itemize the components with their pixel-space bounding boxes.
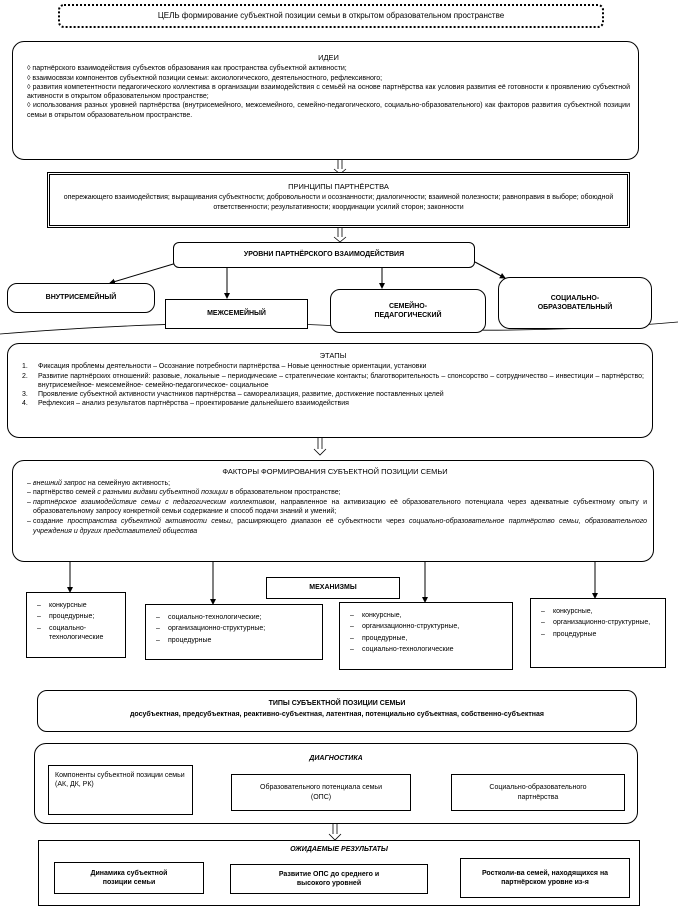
diagnostic-item-3 [451, 774, 625, 811]
result-label: Динамика субъектной позиции семьи [90, 869, 168, 886]
mechanism-item: – конкурсные, [346, 611, 508, 620]
factor-italic: партнёрское взаимодействие семьи с педагогическим коллективом [33, 498, 275, 506]
stage-number: 1. [22, 363, 28, 371]
double-arrow-4 [329, 824, 341, 840]
level-family-pedagogical [330, 289, 486, 333]
factor-text: , направленное на активизацию её образовательного потенциала через адекватные субъектному опыту и образовательному запросу конкретной семьи содержание и способ подачи знаний и умений; [33, 498, 647, 516]
factor-italic: пространства субъектной активности семьи [67, 517, 231, 525]
factor-item [23, 517, 647, 536]
factors-box [12, 460, 654, 562]
factor-text: , расширяющего диапазон её субъектности через [230, 517, 409, 525]
principles-text: опережающего взаимодействия; выращивания субъектности; добровольности и осознанности; диалогичности; взаимной полезности; равноправия в выборе; обоюдной ответственности; результативности; координации усилий сторон; законности [63, 194, 614, 211]
factors-title: ФАКТОРЫ ФОРМИРОВАНИЯ СУБЪЕКТНОЙ ПОЗИЦИИ СЕМЬИ [222, 467, 448, 476]
ideas-title: ИДЕИ [318, 53, 339, 62]
factor-item [23, 488, 647, 498]
double-arrow-3 [314, 438, 326, 455]
level-intrafamily [7, 283, 155, 313]
goal-text: ЦЕЛЬ формирование субъектной позиции семьи в открытом образовательном пространстве [157, 11, 505, 20]
stage-text: Развитие партнёрских отношений: разовые, локальные – периодические – стратегические контакты; благотворительность – спонсорство – сотрудничество – инвестиции – партнёрство; внутрисемейное- межсемейное- семейно-педагогическое- социальное [38, 372, 644, 389]
factor-italic: социально-образовательное партнёрство семьи, образовательного учреждения и других представителей общества [33, 517, 647, 535]
goal-box [58, 4, 604, 28]
stage-text: Фиксация проблемы деятельности – Осознание потребности партнёрства – Новые ценностные ориентации, установки [38, 363, 427, 371]
factor-text: партнёрство семей [33, 489, 98, 497]
result-item-3 [460, 858, 630, 898]
level-label: ВНУТРИСЕМЕЙНЫЙ [45, 294, 117, 301]
levels-title-box [173, 242, 475, 268]
mechanism-box-1 [26, 592, 126, 658]
mechanism-item: – процедурные [537, 630, 661, 639]
types-title: ТИПЫ СУБЪЕКТНОЙ ПОЗИЦИИ СЕМЬИ [268, 700, 406, 707]
factor-italic: внешний запрос [33, 479, 86, 487]
mechanism-item: – организационно-структурные, [346, 622, 508, 631]
diagnostic-label: Компоненты субъектной позиции семьи (АК, ДК, РК) [55, 772, 185, 789]
factor-item [23, 498, 647, 517]
result-label: Ростколи-ва семей, находящихся на партнёрском уровне из-я [481, 869, 609, 886]
mechanism-item: – организационно-структурные; [152, 624, 318, 633]
level-label: СЕМЕЙНО-ПЕДАГОГИЧЕСКИЙ [374, 302, 442, 319]
level-label: МЕЖСЕМЕЙНЫЙ [207, 310, 266, 317]
mechanism-item: – организационно-структурные, [537, 618, 661, 627]
mechanism-item: – социально-технологические [346, 645, 508, 654]
levels-title: УРОВНИ ПАРТНЁРСКОГО ВЗАИМОДЕЙСТВИЯ [243, 251, 405, 258]
factor-text: создание [33, 517, 68, 525]
mechanism-item: – процедурные [152, 636, 318, 645]
stage-item [22, 362, 644, 371]
ideas-box [12, 41, 639, 160]
principles-title: ПРИНЦИПЫ ПАРТНЁРСТВА [288, 182, 389, 191]
result-item-1 [54, 862, 204, 894]
diagnostic-item-2 [231, 774, 411, 811]
result-item-2 [230, 864, 428, 894]
mechanism-item: – конкурсные, [537, 607, 661, 616]
mechanism-item: – социально-технологические; [152, 613, 318, 622]
mechanism-box-4 [530, 598, 666, 668]
idea-item: ◊ партнёрского взаимодействия субъектов образования как пространства субъектной активности; [27, 65, 347, 73]
idea-item: ◊ использования разных уровней партнёрства (внутрисемейного, межсемейного, семейно-педагогического, социально-образовательного) как факторов развития субъектной позиции семьи в открытом образовательном пространстве. [27, 102, 630, 119]
principles-box [47, 172, 630, 228]
result-label: Развитие ОПС до среднего и высокого уровней [278, 870, 380, 887]
mechanism-item: – конкурсные [33, 601, 121, 610]
diagnostic-item-1 [48, 765, 193, 815]
stage-item [22, 372, 644, 391]
mechanisms-title-box [266, 577, 400, 599]
factor-item [23, 479, 647, 489]
idea-item: ◊ взаимосвязи компонентов субъектной позиции семьи: аксиологического, деятельностного, рефлексивного; [27, 74, 383, 82]
factor-text: на семейную активность; [85, 479, 171, 487]
stage-item [22, 390, 644, 399]
stage-item [22, 399, 644, 408]
results-title: ОЖИДАЕМЫЕ РЕЗУЛЬТАТЫ [290, 846, 388, 853]
double-arrow-2 [334, 228, 346, 242]
factor-text: в образовательном пространстве; [227, 489, 341, 497]
diagnostics-title: ДИАГНОСТИКА [309, 755, 363, 762]
types-text: досубъектная, предсубъектная, реактивно-субъектная, латентная, потенциально субъектная, собственно-субъектная [129, 711, 544, 719]
stage-text: Проявление субъектной активности участников партнёрства – самореализация, развитие, достижение поставленных целей [38, 391, 444, 399]
idea-item: ◊ развития компетентности педагогического коллектива в организации взаимодействия с семьёй на основе партнёрства как условия развития её готовности к проявлению субъектной активности в открытом образовательном пространстве; [27, 83, 630, 101]
level-label: СОЦИАЛЬНО-ОБРАЗОВАТЕЛЬНЫЙ [537, 294, 613, 311]
diagnostic-label: Социально-образовательного партнёрства [489, 784, 587, 801]
level-social-educational [498, 277, 652, 329]
factor-italic: с разными видами субъектной позиции [97, 489, 228, 497]
stage-number: 3. [22, 391, 28, 399]
diagnostic-label: Образовательного потенциала семьи (ОПС) [260, 784, 382, 801]
mechanism-box-3 [339, 602, 513, 670]
stage-number: 2. [22, 372, 28, 380]
types-box [37, 690, 637, 732]
mechanism-item: – процедурные, [346, 634, 508, 643]
mechanism-item: – процедурные; [33, 612, 121, 621]
mechanism-box-2 [145, 604, 323, 660]
stages-title: ЭТАПЫ [319, 351, 347, 360]
stage-number: 4. [22, 400, 28, 408]
level-interfamily [165, 299, 308, 329]
stage-text: Рефлексия – анализ результатов партнёрства – проектирование дальнейшего взаимодействия [38, 400, 349, 408]
stages-box [7, 343, 653, 438]
mechanisms-title: МЕХАНИЗМЫ [309, 584, 357, 591]
mechanism-item: – социально-технологические [33, 624, 121, 643]
